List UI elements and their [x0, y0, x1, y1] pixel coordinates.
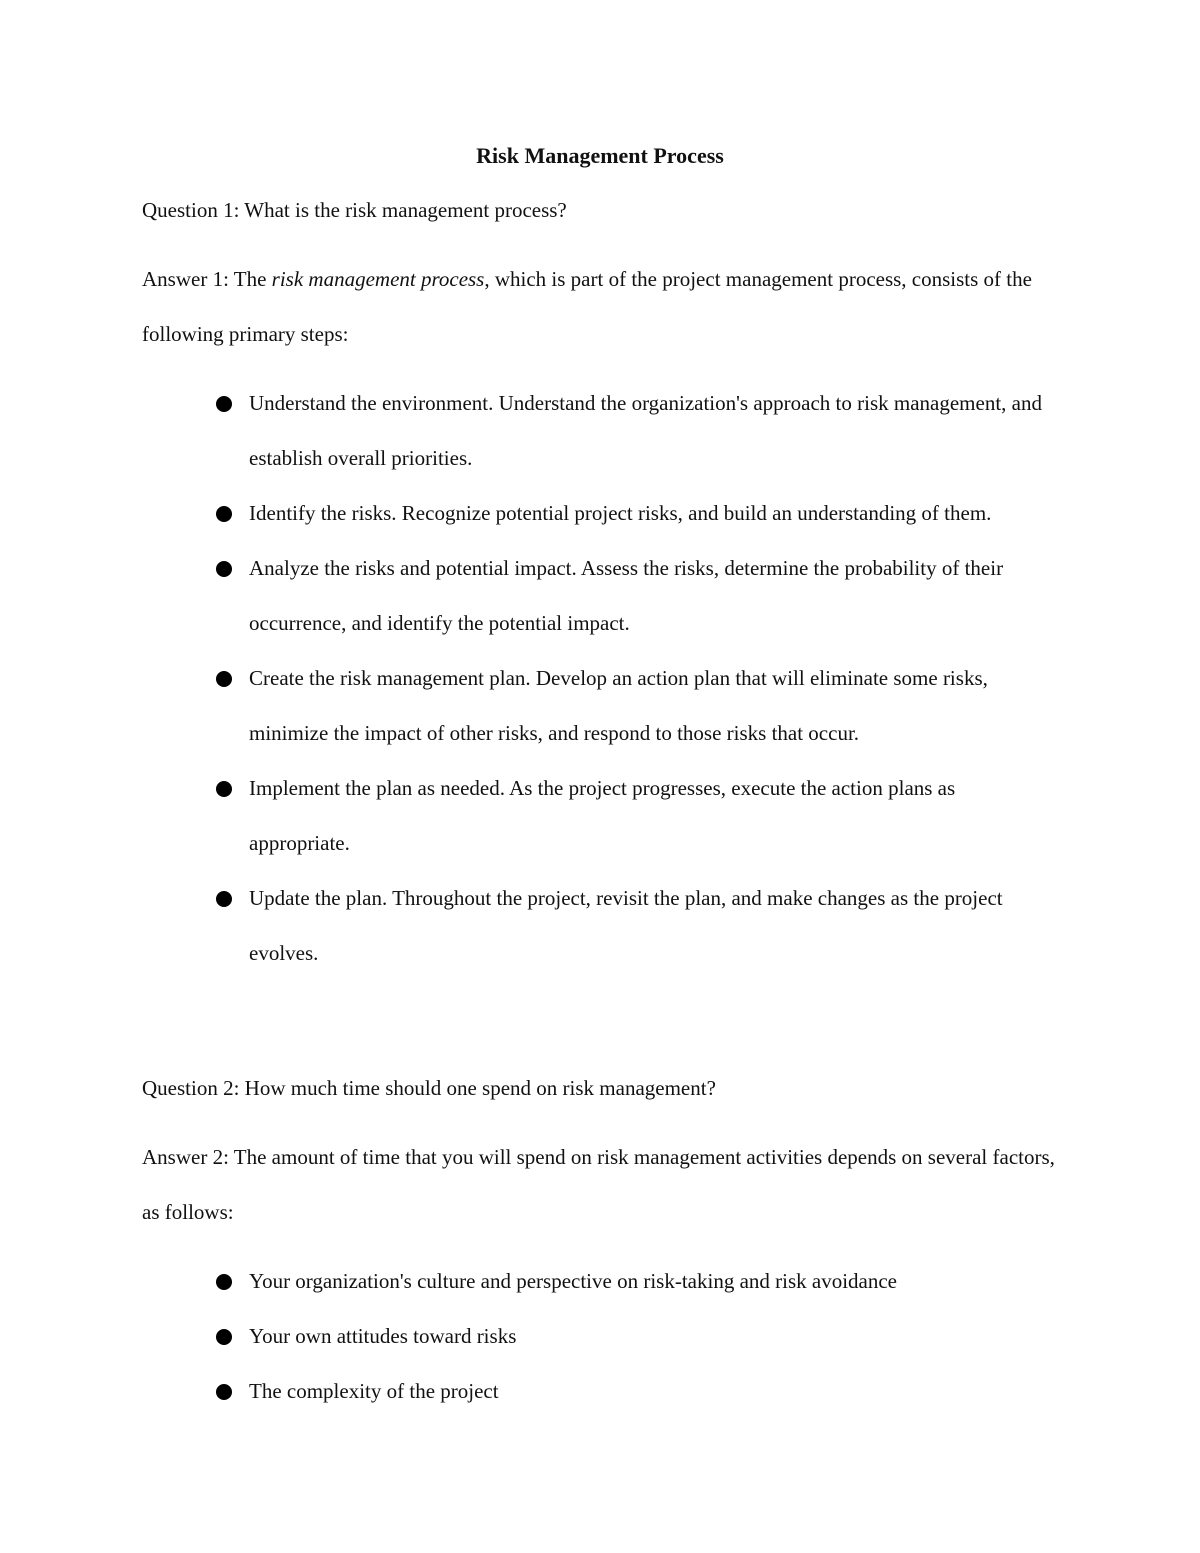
- list-item: [0, 871, 1059, 981]
- list-item: [0, 1254, 1059, 1309]
- bullet-icon: [216, 891, 232, 907]
- list-item: [0, 651, 1059, 761]
- list-item: [0, 486, 1059, 541]
- list-item-text: Understand the environment. Understand the organization's approach to risk management, and establish overall priorities.: [249, 391, 1042, 470]
- bullet-icon: [216, 561, 232, 577]
- bullet-icon: [216, 396, 232, 412]
- bullet-icon: [216, 671, 232, 687]
- list-item-text: The complexity of the project: [249, 1379, 499, 1403]
- list-item-text: Identify the risks. Recognize potential project risks, and build an understanding of them.: [249, 501, 992, 525]
- bullet-icon: [216, 1274, 232, 1290]
- list-item: [0, 1309, 1059, 1364]
- list-item-text: Your organization's culture and perspective on risk-taking and risk avoidance: [249, 1269, 898, 1293]
- list-item-text: Implement the plan as needed. As the project progresses, execute the action plans as appropriate.: [249, 776, 956, 855]
- list-item: [0, 376, 1059, 486]
- answer-1-emphasis: risk management process: [271, 267, 485, 291]
- question-1: Question 1: What is the risk management process?: [142, 198, 567, 222]
- time-factors-list: [0, 1254, 1200, 1419]
- risk-steps-list: [0, 376, 1200, 981]
- list-item: [0, 761, 1059, 871]
- answer-1: [142, 252, 1062, 362]
- question-2: Question 2: How much time should one spend on risk management?: [142, 1076, 716, 1100]
- bullet-icon: [216, 1384, 232, 1400]
- list-item-text: Analyze the risks and potential impact. Assess the risks, determine the probability of their occurrence, and identify the potential impact.: [249, 556, 1004, 635]
- answer-1-prefix: Answer 1: The: [142, 267, 272, 291]
- list-item-text: Create the risk management plan. Develop an action plan that will eliminate some risks, minimize the impact of other risks, and respond to those risks that occur.: [249, 666, 988, 745]
- list-item: [0, 541, 1059, 651]
- answer-1-suffix: , which is part of the project management process, consists of the following primary steps:: [142, 267, 1032, 346]
- list-item-text: Update the plan. Throughout the project, revisit the plan, and make changes as the project evolves.: [249, 886, 1003, 965]
- list-item-text: Your own attitudes toward risks: [249, 1324, 517, 1348]
- document-title: Risk Management Process: [476, 143, 724, 168]
- bullet-icon: [216, 781, 232, 797]
- bullet-icon: [216, 506, 232, 522]
- list-item: [0, 1364, 1059, 1419]
- bullet-icon: [216, 1329, 232, 1345]
- answer-2: Answer 2: The amount of time that you will spend on risk management activities depends on several factors, as follows:: [142, 1145, 1055, 1224]
